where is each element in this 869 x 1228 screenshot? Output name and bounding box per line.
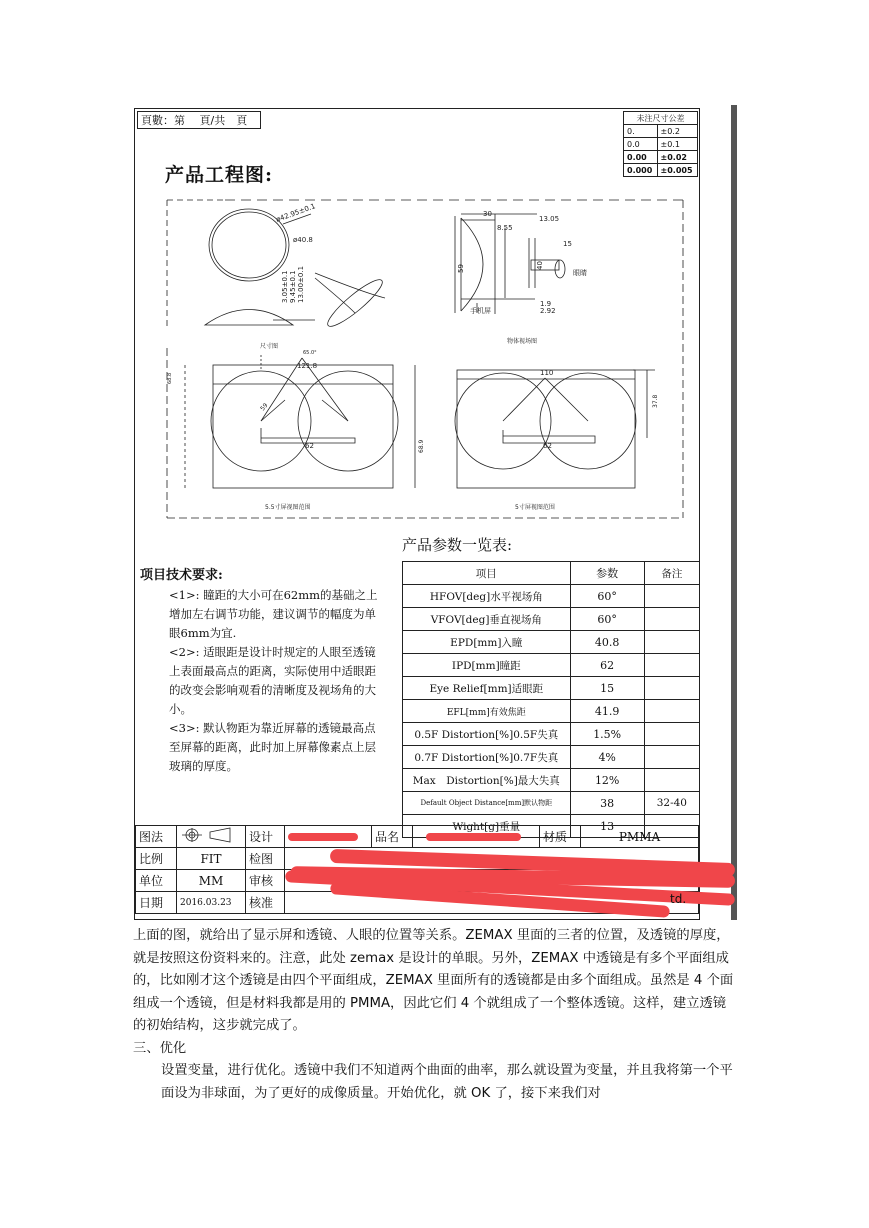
- dim-inner: ø40.8: [293, 236, 313, 244]
- tolerance-key: 0.: [624, 125, 658, 138]
- table-row: [403, 654, 700, 677]
- company-suffix: td.: [670, 892, 687, 906]
- label-size-drawing: 尺寸图: [260, 343, 279, 350]
- label-approve: 核准: [246, 892, 285, 914]
- dim-855: 8.55: [497, 224, 513, 232]
- header-note: 备注: [644, 562, 699, 585]
- table-row: [403, 746, 700, 769]
- product-value: [413, 826, 540, 848]
- redaction: [288, 833, 358, 841]
- header-item: 项目: [403, 562, 571, 585]
- param-name: VFOV[deg]垂直视场角: [403, 608, 571, 631]
- tolerance-key: 0.000: [624, 164, 658, 177]
- tolerance-value: ±0.1: [657, 138, 697, 151]
- label-55-screen: 5.5寸屏视图范围: [265, 504, 311, 511]
- requirements-list: [169, 586, 379, 776]
- param-note: [644, 608, 699, 631]
- dim-h3: 13.00±0.1: [297, 265, 305, 303]
- label-material: 材质: [540, 826, 581, 848]
- dim-1305: 13.05: [539, 215, 560, 223]
- param-value: 40.8: [570, 631, 644, 654]
- param-name: 0.5F Distortion[%]0.5F失真: [403, 723, 571, 746]
- param-name: Eye Relief[mm]适眼距: [403, 677, 571, 700]
- dim-62b: 62: [543, 442, 552, 450]
- label-view: 物体视场图: [507, 338, 538, 345]
- label-phone: 手机屏: [470, 307, 491, 315]
- unit-value: MM: [177, 870, 246, 892]
- section-heading: 三、优化: [133, 1040, 187, 1056]
- param-name: EPD[mm]入瞳: [403, 631, 571, 654]
- param-note: [644, 631, 699, 654]
- param-value: 41.9: [570, 700, 644, 723]
- param-value: 38: [570, 792, 644, 815]
- dim-40: 40: [536, 261, 544, 270]
- tolerance-value: ±0.2: [657, 125, 697, 138]
- param-value: 12%: [570, 769, 644, 792]
- page-edge-shadow: [731, 105, 737, 920]
- param-value: 62: [570, 654, 644, 677]
- params-title: 产品参数一览表:: [402, 536, 513, 554]
- table-row: [403, 585, 700, 608]
- param-value: 15: [570, 677, 644, 700]
- param-note: [644, 700, 699, 723]
- param-value: 1.5%: [570, 723, 644, 746]
- label-drawing: 检图: [246, 848, 285, 870]
- param-name: 0.7F Distortion[%]0.7F失真: [403, 746, 571, 769]
- projection-symbol: [177, 826, 246, 848]
- param-name: EFL[mm]有效焦距: [403, 700, 571, 723]
- dim-62a: 62: [305, 442, 314, 450]
- label-review: 审核: [246, 870, 285, 892]
- doc-title: 产品工程图:: [165, 164, 274, 186]
- label-5-screen: 5寸屏视图范围: [515, 504, 555, 511]
- param-note: 32-40: [644, 792, 699, 815]
- dim-1218: 121.8: [297, 362, 318, 370]
- paragraph: 设置变量，进行优化。透镜中我们不知道两个曲面的曲率，那么就设置为变量，并且我将第一个平面设为非球面，为了更好的成像质量。开始优化，就 OK 了，接下来我们对: [161, 1063, 733, 1101]
- label-eye: 眼睛: [573, 269, 587, 277]
- param-name: IPD[mm]瞳距: [403, 654, 571, 677]
- dim-30: 30: [483, 210, 492, 218]
- dim-651: 65.0°: [303, 350, 317, 356]
- dim-110: 110: [540, 369, 554, 377]
- requirement-item: <2>: 适眼距是设计时规定的人眼至透镜上表面最高点的距离，实际使用中适眼距的改变会影响观看的清晰度及视场角的大小。: [169, 645, 376, 716]
- parameter-table: [402, 561, 700, 838]
- engineering-drawing: [165, 198, 685, 520]
- dim-59: 59: [457, 264, 465, 273]
- dim-h2: 9.45±0.1: [289, 270, 297, 303]
- param-note: [644, 585, 699, 608]
- tolerance-table: [623, 111, 698, 177]
- article-body: [133, 925, 739, 1105]
- param-value: 60°: [570, 608, 644, 631]
- dim-15: 15: [563, 240, 572, 248]
- param-name: Default Object Distance[mm]默认物距: [403, 792, 571, 815]
- page-number-box: 頁數：第 頁/共 頁: [137, 111, 261, 129]
- param-name: Wight[g]重量: [403, 815, 571, 838]
- tolerance-value: ±0.005: [657, 164, 697, 177]
- label-scale: 比例: [136, 848, 177, 870]
- param-value: 60°: [570, 585, 644, 608]
- dim-378: 37.8: [652, 394, 659, 408]
- param-note: [644, 769, 699, 792]
- tolerance-key: 0.0: [624, 138, 658, 151]
- param-note: [644, 723, 699, 746]
- dim-h1: 3.05±0.1: [281, 270, 289, 303]
- redaction: [426, 833, 521, 841]
- dim-19: 1.9: [540, 300, 552, 308]
- requirement-item: <1>: 瞳距的大小可在62mm的基础之上增加左右调节功能，建议调节的幅度为单眼6mm为宜.: [169, 588, 378, 640]
- table-row: [403, 723, 700, 746]
- dim-689: 68.9: [418, 439, 425, 453]
- header-value: 参数: [570, 562, 644, 585]
- dim-292: 2.92: [540, 307, 556, 315]
- table-row: [403, 792, 700, 815]
- label-design: 设计: [246, 826, 285, 848]
- design-value: [285, 826, 372, 848]
- param-value: 4%: [570, 746, 644, 769]
- requirements-title: 项目技术要求:: [140, 568, 223, 583]
- paragraph: 上面的图，就给出了显示屏和透镜、人眼的位置等关系。ZEMAX 里面的三者的位置，及透镜的厚度，就是按照这份资料来的。注意，此处 zemax 是设计的单眼。另外，ZEMAX 中透镜是有多个平面组成的，比如刚才这个透镜是由四个平面组成，ZEMAX 里面所有的透镜都是由多个面组成。虽然是 4 个面组成一个透镜，但是材料我都是用的 PMMA，因此它们 4 个就组成了一个整体透镜。这样，建立透镜的初始结构，这步就完成了。: [133, 928, 734, 1033]
- param-note: [644, 677, 699, 700]
- param-note: [644, 746, 699, 769]
- dim-outer: ø42.95±0.1: [274, 202, 317, 224]
- table-row: [403, 608, 700, 631]
- label-unit: 单位: [136, 870, 177, 892]
- requirement-item: <3>: 默认物距为靠近屏幕的透镜最高点至屏幕的距离，此时加上屏幕像素点上层玻璃的厚度。: [169, 721, 376, 773]
- label-product: 品名: [372, 826, 413, 848]
- tolerance-title: 未注尺寸公差: [624, 112, 698, 125]
- material-value: PMMA: [581, 826, 699, 848]
- table-row: [403, 700, 700, 723]
- dim-68: 68.8: [167, 372, 173, 384]
- param-note: [644, 654, 699, 677]
- table-row: [403, 769, 700, 792]
- label-date: 日期: [136, 892, 177, 914]
- scale-value: FIT: [177, 848, 246, 870]
- param-name: Max Distortion[%]最大失真: [403, 769, 571, 792]
- table-row: [403, 631, 700, 654]
- tolerance-key: 0.00: [624, 151, 658, 164]
- table-row: [403, 677, 700, 700]
- label-method: 图法: [136, 826, 177, 848]
- projection-icon: [180, 827, 236, 843]
- tolerance-value: ±0.02: [657, 151, 697, 164]
- date-value: 2016.03.23: [177, 892, 246, 914]
- param-value: 13: [570, 815, 644, 838]
- param-name: HFOV[deg]水平视场角: [403, 585, 571, 608]
- dim-59a: 59: [259, 401, 270, 413]
- table-header-row: [403, 562, 700, 585]
